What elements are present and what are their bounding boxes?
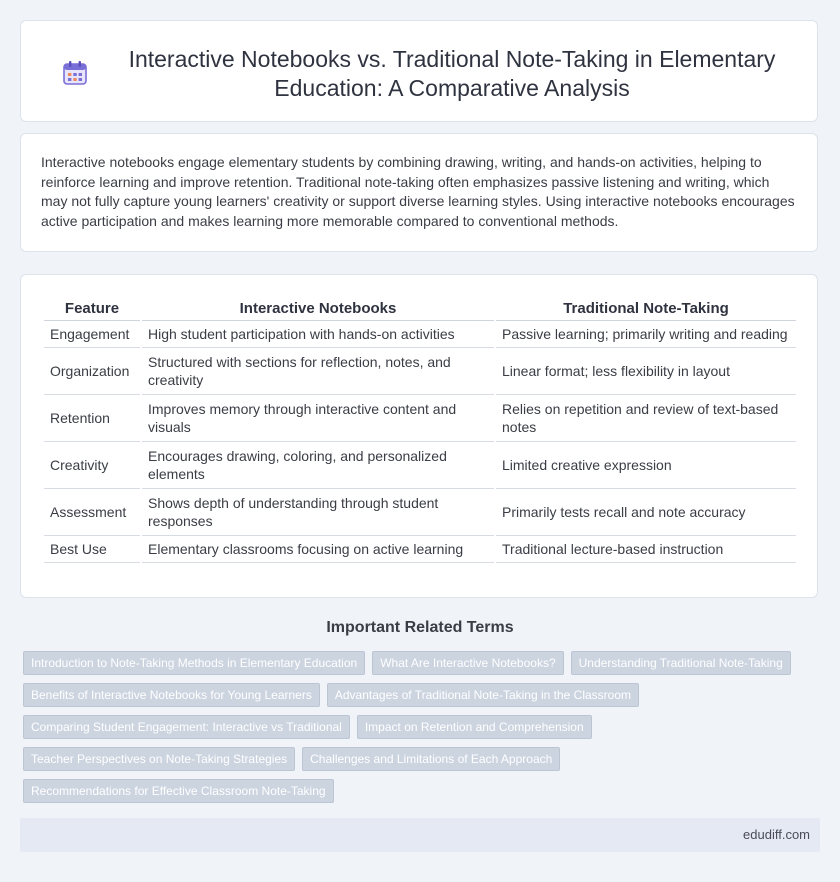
related-terms-title: Important Related Terms xyxy=(326,619,514,636)
table-row xyxy=(44,442,796,489)
table-cell-feature: Organization xyxy=(44,348,140,395)
related-term-link[interactable]: Benefits of Interactive Notebooks for Young Learners xyxy=(23,683,320,707)
footer xyxy=(20,818,820,852)
intro-paragraph: Interactive notebooks engage elementary students by combining drawing, writing, and hands-on activities, helping to reinforce learning and improve retention. Traditional note-taking often emphasizes passive listening and writing, which may not fully capture young learners' creativity or support diverse learning styles. Using interactive notebooks encourages active participation and makes learning more memorable compared to conventional methods. xyxy=(41,154,795,229)
related-term-link[interactable]: Impact on Retention and Comprehension xyxy=(357,715,592,739)
table-row xyxy=(44,348,796,395)
title-row xyxy=(61,45,797,103)
related-term-link[interactable]: Challenges and Limitations of Each Approach xyxy=(302,747,560,771)
table-cell-interactive: Shows depth of understanding through student responses xyxy=(142,489,494,536)
table-row xyxy=(44,395,796,442)
header-interactive-notebooks: Interactive Notebooks xyxy=(142,297,494,321)
related-term-link[interactable]: Teacher Perspectives on Note-Taking Strategies xyxy=(23,747,295,771)
related-term-link[interactable]: Comparing Student Engagement: Interactive vs Traditional xyxy=(23,715,350,739)
related-terms-list xyxy=(23,651,803,803)
table-cell-traditional: Primarily tests recall and note accuracy xyxy=(496,489,796,536)
comparison-table xyxy=(42,297,798,563)
table-cell-interactive: Encourages drawing, coloring, and personalized elements xyxy=(142,442,494,489)
header-traditional-note-taking: Traditional Note-Taking xyxy=(496,297,796,321)
table-cell-interactive: Improves memory through interactive content and visuals xyxy=(142,395,494,442)
table-cell-traditional: Passive learning; primarily writing and reading xyxy=(496,321,796,348)
related-term-link[interactable]: What Are Interactive Notebooks? xyxy=(372,651,563,675)
table-cell-interactive: High student participation with hands-on activities xyxy=(142,321,494,348)
table-cell-feature: Engagement xyxy=(44,321,140,348)
comparison-table-card xyxy=(20,274,818,598)
title-card xyxy=(20,20,818,122)
header-feature: Feature xyxy=(44,297,140,321)
table-cell-feature: Creativity xyxy=(44,442,140,489)
related-term-link[interactable]: Advantages of Traditional Note-Taking in the Classroom xyxy=(327,683,639,707)
related-term-link[interactable]: Recommendations for Effective Classroom Note-Taking xyxy=(23,779,334,803)
intro-card xyxy=(20,133,818,252)
related-term-link[interactable]: Introduction to Note-Taking Methods in Elementary Education xyxy=(23,651,365,675)
related-term-link[interactable]: Understanding Traditional Note-Taking xyxy=(571,651,791,675)
table-cell-interactive: Structured with sections for reflection, notes, and creativity xyxy=(142,348,494,395)
page-title: Interactive Notebooks vs. Traditional Note-Taking in Elementary Education: A Comparative Analysis xyxy=(128,46,776,101)
calendar-icon xyxy=(61,59,89,87)
table-cell-traditional: Linear format; less flexibility in layout xyxy=(496,348,796,395)
table-cell-feature: Assessment xyxy=(44,489,140,536)
table-cell-traditional: Traditional lecture-based instruction xyxy=(496,536,796,563)
footer-site-link[interactable]: edudiff.com xyxy=(743,827,810,842)
table-cell-feature: Best Use xyxy=(44,536,140,563)
table-cell-feature: Retention xyxy=(44,395,140,442)
table-cell-traditional: Relies on repetition and review of text-based notes xyxy=(496,395,796,442)
table-header-row xyxy=(44,297,796,321)
table-row xyxy=(44,536,796,563)
table-cell-traditional: Limited creative expression xyxy=(496,442,796,489)
table-cell-interactive: Elementary classrooms focusing on active learning xyxy=(142,536,494,563)
table-row xyxy=(44,321,796,348)
table-row xyxy=(44,489,796,536)
